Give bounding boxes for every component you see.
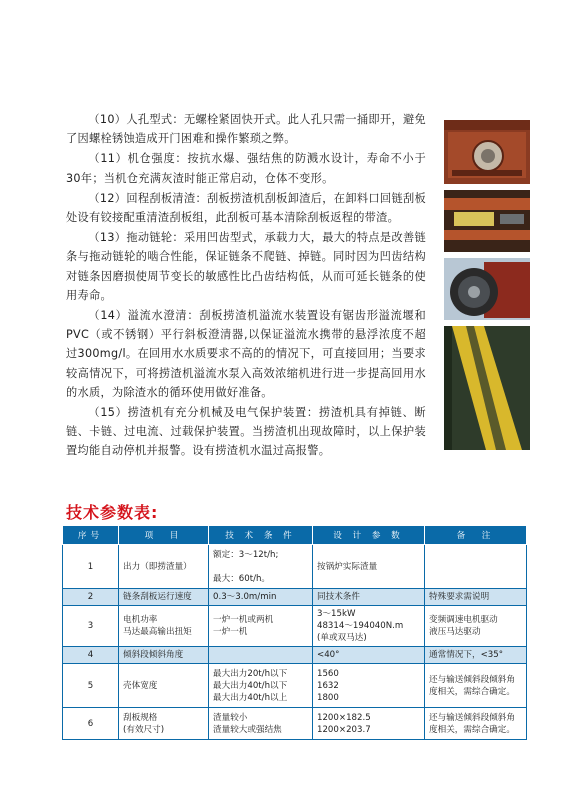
cell-item-line: 倾斜段倾斜角度 xyxy=(123,650,184,660)
cell-design-line: 1200×182.5 xyxy=(317,712,371,723)
cell-note-line: 还与输送倾斜段倾斜角 xyxy=(429,712,515,723)
cell-no: 6 xyxy=(63,708,119,740)
cell-item-line: 出力（即捞渣量） xyxy=(123,561,192,572)
cell-item-line: 壳体宽度 xyxy=(123,680,158,691)
cell-condition xyxy=(209,589,313,606)
paragraph-protection: （15）捞渣机有充分机械及电气保护装置：捞渣机具有掉链、断链、卡链、过电流、过载保护装置。当捞渣机出现故障时，以上保护装置均能自动停机并报警。设有捞渣机水温过高报警。 xyxy=(66,406,426,458)
table-row xyxy=(63,545,527,589)
cell-note-line: 度相关，需综合确定。 xyxy=(429,724,515,735)
cell-design-line: 1800 xyxy=(317,692,339,703)
cell-condition-line: 0.3～3.0m/min xyxy=(213,592,277,602)
cell-design xyxy=(313,606,425,647)
table-row xyxy=(63,647,527,664)
cell-design xyxy=(313,589,425,606)
cell-condition-line: 一炉一机或两机 xyxy=(213,615,274,625)
paragraph-manhole: （10）人孔型式：无螺栓紧固快开式。此人孔只需一捅即开，避免了因螺栓锈蚀造成开门困难和操作繁琐之弊。 xyxy=(66,113,426,146)
col-note: 备 注 xyxy=(425,526,527,545)
cell-item xyxy=(119,545,209,589)
sprocket-photo xyxy=(444,258,530,320)
cell-note-line xyxy=(429,561,522,573)
cell-condition-line: 最大出力20t/h以下 xyxy=(213,668,288,679)
cell-note xyxy=(425,708,527,740)
paragraph-sprocket: （13）拖动链轮：采用凹齿型式，承载力大，最大的特点是改善链条与拖动链轮的啮合性能，保证链条不爬链、掉链。同时因为凹齿结构对链条因磨损使周节变长的敏感性比凸齿结构低，从而可延长链条的使用寿命。 xyxy=(66,231,426,302)
section-title: 技术参数表: xyxy=(66,503,159,522)
cell-design-line: 3～15kW xyxy=(317,609,356,619)
cell-design-line: 按锅炉实际渣量 xyxy=(317,561,378,572)
cell-item xyxy=(119,708,209,740)
cell-item xyxy=(119,606,209,647)
cell-item xyxy=(119,647,209,664)
table-row xyxy=(63,708,527,740)
cell-note xyxy=(425,664,527,708)
cell-item-line: 马达最高输出扭矩 xyxy=(123,627,192,637)
cell-item-line: 链条刮板运行速度 xyxy=(123,592,192,602)
cell-no: 4 xyxy=(63,647,119,664)
table-header-row xyxy=(63,526,527,545)
cell-design-line: (单或双马达) xyxy=(317,633,367,643)
body-text xyxy=(66,110,426,462)
cell-no: 5 xyxy=(63,664,119,708)
paragraph-strength: （11）机仓强度：按抗水爆、强结焦的防溅水设计，寿命不小于30年；当机仓充满灰渣时能正常启动，仓体不变形。 xyxy=(66,152,426,185)
photo-column xyxy=(444,120,530,456)
table-body xyxy=(63,545,527,740)
cell-design-line: 1632 xyxy=(317,680,339,691)
cell-design-line: 同技术条件 xyxy=(317,592,360,602)
return-scraper-photo xyxy=(444,190,530,252)
col-design: 设 计 参 数 xyxy=(313,526,425,545)
cell-condition xyxy=(209,606,313,647)
cell-design xyxy=(313,545,425,589)
cell-design xyxy=(313,647,425,664)
cell-note-line: 还与输送倾斜段倾斜角 xyxy=(429,674,515,685)
cell-note-line: 通常情况下，<35° xyxy=(429,650,503,660)
cell-note-line: 液压马达驱动 xyxy=(429,627,481,637)
paragraph-return-scraper: （12）回程刮板清渣：刮板捞渣机刮板卸渣后，在卸料口回链刮板处设有铰接配重清渣刮板组，此刮板可基本清除刮板返程的带渣。 xyxy=(66,191,426,225)
cell-note xyxy=(425,545,527,589)
cell-design-line: 1560 xyxy=(317,668,339,679)
table-row xyxy=(63,589,527,606)
manhole-photo xyxy=(444,120,530,184)
col-item: 项 目 xyxy=(119,526,209,545)
cell-item xyxy=(119,589,209,606)
cell-design xyxy=(313,708,425,740)
overflow-weir-photo xyxy=(444,326,530,450)
cell-no: 1 xyxy=(63,545,119,589)
cell-condition-line xyxy=(213,561,308,573)
cell-condition-line: 一炉一机 xyxy=(213,627,248,637)
cell-condition-line: 最大出力40t/h以上 xyxy=(213,692,288,703)
cell-item-line: 电机功率 xyxy=(123,615,158,625)
cell-note-line: 变频调速电机驱动 xyxy=(429,615,498,625)
cell-condition-line: 渣量较大或强结焦 xyxy=(213,724,282,735)
cell-condition-line xyxy=(213,649,308,661)
cell-condition-line: 最大出力40t/h以下 xyxy=(213,680,288,691)
cell-condition-line: 渣量较小 xyxy=(213,712,248,723)
cell-no: 3 xyxy=(63,606,119,647)
cell-item-line: 刮板规格 xyxy=(123,712,158,723)
table-row xyxy=(63,664,527,708)
col-condition: 技 术 条 件 xyxy=(209,526,313,545)
cell-design-line: <40° xyxy=(317,650,340,660)
cell-note xyxy=(425,589,527,606)
cell-note xyxy=(425,647,527,664)
cell-design-line: 1200×203.7 xyxy=(317,724,371,735)
cell-note-line: 度相关，需综合确定。 xyxy=(429,686,515,697)
cell-item-line: (有效尺寸) xyxy=(123,724,165,735)
cell-note xyxy=(425,606,527,647)
cell-condition xyxy=(209,664,313,708)
tech-params-table xyxy=(62,525,527,740)
cell-condition-line: 最大：60t/h。 xyxy=(213,573,271,584)
cell-condition xyxy=(209,647,313,664)
cell-condition-line: 额定：3～12t/h; xyxy=(213,549,279,560)
cell-item xyxy=(119,664,209,708)
cell-note-line: 特殊要求需说明 xyxy=(429,592,490,602)
cell-condition xyxy=(209,545,313,589)
cell-no: 2 xyxy=(63,589,119,606)
cell-design xyxy=(313,664,425,708)
cell-design-line: 48314～194040N.m xyxy=(317,621,404,631)
paragraph-overflow: （14）溢流水澄清：刮板捞渣机溢流水装置设有锯齿形溢流堰和PVC（或不锈钢）平行斜板澄清器,以保证溢流水携带的悬浮浓度不超过300mg/l。在回用水水质要求不高的的情况下，可直接回用；当要求较高情况下，可将捞渣机溢流水泵入高效浓缩机进行进一步提高回用水的水质，为除渣水的循环使用做好准备。 xyxy=(66,309,426,399)
col-no: 序号 xyxy=(63,526,119,545)
cell-condition xyxy=(209,708,313,740)
table-row xyxy=(63,606,527,647)
